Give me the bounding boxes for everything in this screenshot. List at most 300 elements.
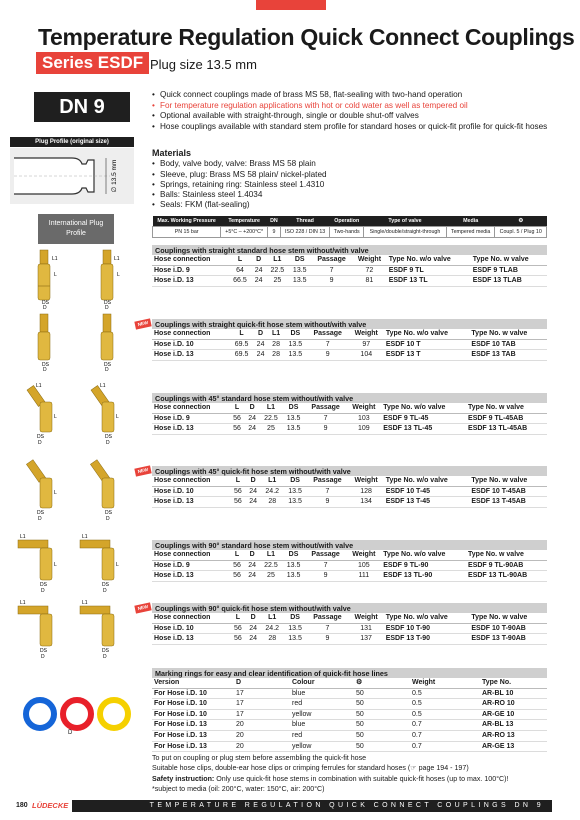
safety-note xyxy=(152,774,552,784)
spec-header: DN xyxy=(268,216,281,227)
cell-weight: 0.7 xyxy=(410,741,480,752)
coupling-45-quickfit-image xyxy=(14,456,134,522)
table-row xyxy=(152,350,547,361)
dim-d: D xyxy=(41,654,45,660)
cell-hose: Hose i.D. 13 xyxy=(152,350,230,361)
plug-profile-label: Plug Profile (original size) xyxy=(10,137,134,147)
cell-version: For Hose i.D. 10 xyxy=(152,709,234,720)
cell-weight: 111 xyxy=(346,571,381,582)
cell-type: AR-BL 13 xyxy=(480,720,547,731)
spec-cell: Two-hands xyxy=(330,227,364,238)
spec-cell: Single/double/straight-through xyxy=(364,227,447,238)
cell-d: 24 xyxy=(246,497,261,508)
cell-ds: 13.5 xyxy=(282,571,305,582)
section-title: Couplings with straight standard hose stem without/with valve xyxy=(152,245,547,255)
col-header: Weight xyxy=(346,403,381,413)
cell-d: 20 xyxy=(234,730,290,741)
intro-item: • Optional available with straight-through, single or double shut-off valves xyxy=(152,111,552,122)
cell-weight: 103 xyxy=(346,413,381,424)
cell-passage: 9 xyxy=(311,276,352,287)
cell-weight: 0.5 xyxy=(410,699,480,710)
col-header: Passage xyxy=(306,613,348,623)
cell-passage: 7 xyxy=(306,486,348,497)
intro-list xyxy=(152,90,552,132)
table-row xyxy=(152,265,547,276)
col-header: DS xyxy=(282,550,305,560)
cell-weight: 97 xyxy=(349,339,384,350)
cell-l: 56 xyxy=(230,497,245,508)
cell-version: For Hose i.D. 13 xyxy=(152,720,234,731)
coupling-straight-quickfit-image xyxy=(14,312,134,372)
col-header: Passage xyxy=(305,403,347,413)
dim-ds: DS xyxy=(37,434,44,440)
cell-version: For Hose i.D. 10 xyxy=(152,699,234,710)
cell-l1: 28 xyxy=(268,350,284,361)
cell-type-wo: ESDF 13 TL xyxy=(387,276,471,287)
cell-colour: blue xyxy=(290,688,354,699)
cell-type-w: ESDF 10 T-45AB xyxy=(469,486,547,497)
dim-l: L xyxy=(54,414,57,420)
col-header: Type No. w valve xyxy=(469,613,547,623)
dim-l: L xyxy=(54,272,57,278)
material-item: • Sleeve, plug: Brass MS 58 plain/ nickel-plated xyxy=(152,170,452,180)
col-header: D xyxy=(234,678,290,688)
col-header: Weight xyxy=(348,613,383,623)
material-item: • Body, valve body, valve: Brass MS 58 plain xyxy=(152,159,452,169)
plug-size-label: Plug size 13.5 mm xyxy=(150,57,257,72)
cell-hose: Hose i.D. 10 xyxy=(152,623,230,634)
col-header: Type No. w valve xyxy=(469,329,547,339)
cell-l1: 28 xyxy=(268,339,284,350)
cell-type-w: ESDF 9 TL-45AB xyxy=(466,413,547,424)
col-header: Type No. w valve xyxy=(466,403,547,413)
page-number: 180 xyxy=(16,802,28,809)
cell-type-w: ESDF 13 TL-90AB xyxy=(466,571,547,582)
intro-item: • Hose couplings available with standard stem profile for standard hoses or quick-fit profile for quick-fit hoses xyxy=(152,122,552,133)
spec-header: Max. Working Pressure xyxy=(153,216,221,227)
safety-label: Safety instruction: xyxy=(152,774,215,783)
cell-l1: 25 xyxy=(266,276,288,287)
dim-l1: L1 xyxy=(20,534,26,540)
cell-ds: 13.5 xyxy=(284,350,307,361)
cell-type-wo: ESDF 9 TL-45 xyxy=(381,413,466,424)
note-line: *subject to media (oil: 200°C, water: 150°C, air: 200°C) xyxy=(152,784,325,793)
cell-type: AR-RO 13 xyxy=(480,730,547,741)
cell-d: 20 xyxy=(234,720,290,731)
cell-ds: 13.5 xyxy=(282,413,305,424)
cell-type-wo: ESDF 13 T xyxy=(384,350,470,361)
cell-weight: 109 xyxy=(346,424,381,435)
product-section xyxy=(152,603,547,645)
cell-hose: Hose i.D. 13 xyxy=(152,276,229,287)
cell-weight: 105 xyxy=(346,560,381,571)
safety-text: Only use quick-fit hose stems in combination with suitable quick-fit hoses (up to max. 100°C)! xyxy=(214,774,509,783)
cell-weight: 0.7 xyxy=(410,720,480,731)
col-header: Type No. w/o valve xyxy=(381,403,466,413)
brand-logo: LÜDECKE xyxy=(32,801,69,810)
spec-cell: 9 xyxy=(268,227,281,238)
cell-hose: Hose i.D. 13 xyxy=(152,497,230,508)
cell-l: 69.5 xyxy=(230,339,253,350)
col-header: Type No. w/o valve xyxy=(384,476,470,486)
cell-pack: 50 xyxy=(354,688,410,699)
spec-header: Type of valve xyxy=(364,216,447,227)
cell-passage: 7 xyxy=(305,560,347,571)
cell-type-wo: ESDF 9 TL xyxy=(387,265,471,276)
material-item: • Balls: Stainless steel 1.4034 xyxy=(152,190,452,200)
col-header: DS xyxy=(284,613,307,623)
col-header: D xyxy=(253,329,268,339)
table-row xyxy=(152,709,547,720)
cell-d: 17 xyxy=(234,688,290,699)
cell-l1: 28 xyxy=(261,634,284,645)
product-section xyxy=(152,245,547,287)
col-header: DS xyxy=(282,403,305,413)
dim-d: D xyxy=(103,654,107,660)
col-header: L xyxy=(229,550,244,560)
table-row xyxy=(152,339,547,350)
cell-passage: 7 xyxy=(305,413,347,424)
cell-pack: 50 xyxy=(354,709,410,720)
cell-l1: 28 xyxy=(261,497,284,508)
col-header: Type No. w/o valve xyxy=(384,613,470,623)
cell-type-w: ESDF 13 T-45AB xyxy=(469,497,547,508)
dim-l1: L1 xyxy=(114,256,120,262)
ring-dimension-label: D xyxy=(68,730,73,736)
packaging-icon: ⚙ xyxy=(354,678,410,688)
dim-d: D xyxy=(106,516,110,522)
cell-l1: 25 xyxy=(260,424,283,435)
cell-passage: 7 xyxy=(307,339,349,350)
cell-ds: 13.5 xyxy=(289,265,311,276)
cell-hose: Hose i.D. 10 xyxy=(152,339,230,350)
dim-ds: DS xyxy=(104,362,111,368)
cell-weight: 104 xyxy=(349,350,384,361)
table-row xyxy=(152,560,547,571)
col-header: Colour xyxy=(290,678,354,688)
col-header: Type No. w valve xyxy=(471,255,547,265)
dim-l: L xyxy=(54,490,57,496)
cell-d: 24 xyxy=(245,571,260,582)
table-row xyxy=(152,497,547,508)
cell-ds: 13.5 xyxy=(289,276,311,287)
col-header: D xyxy=(246,613,261,623)
dim-l: L xyxy=(116,414,119,420)
spec-cell: +5°C – +200°C* xyxy=(221,227,268,238)
cell-type-wo: ESDF 10 T xyxy=(384,339,470,350)
col-header: Weight xyxy=(352,255,387,265)
product-section xyxy=(152,540,547,582)
cell-l: 64 xyxy=(229,265,251,276)
table-row xyxy=(152,688,547,699)
cell-weight: 0.5 xyxy=(410,709,480,720)
table-row xyxy=(152,424,547,435)
col-header: Type No. w/o valve xyxy=(381,550,466,560)
cell-ds: 13.5 xyxy=(282,560,305,571)
cell-weight: 72 xyxy=(352,265,387,276)
col-header: Weight xyxy=(346,550,381,560)
cell-passage: 7 xyxy=(306,623,348,634)
cell-d: 20 xyxy=(234,741,290,752)
section-title: Couplings with 90° quick-fit hose stem without/with valve xyxy=(152,603,547,613)
dim-d: D xyxy=(105,305,109,310)
cell-weight: 137 xyxy=(348,634,383,645)
col-header: Passage xyxy=(311,255,352,265)
cell-type-wo: ESDF 13 T-45 xyxy=(384,497,470,508)
cell-l1: 24.2 xyxy=(261,623,284,634)
materials-block xyxy=(152,148,452,211)
col-header: Passage xyxy=(305,550,347,560)
dim-d: D xyxy=(38,440,42,446)
material-item: • Springs, retaining ring: Stainless steel 1.4310 xyxy=(152,180,452,190)
col-header: L1 xyxy=(260,403,283,413)
dim-ds: DS xyxy=(102,648,109,654)
dim-ds: DS xyxy=(42,362,49,368)
product-section xyxy=(152,319,547,361)
section-title: Couplings with 90° standard hose stem without/with valve xyxy=(152,540,547,550)
cell-colour: red xyxy=(290,730,354,741)
cell-colour: yellow xyxy=(290,741,354,752)
cell-hose: Hose i.D. 9 xyxy=(152,265,229,276)
top-accent-tab xyxy=(256,0,326,10)
col-header: Type No. w valve xyxy=(469,476,547,486)
dim-ds: DS xyxy=(102,582,109,588)
spec-header: Operation xyxy=(330,216,364,227)
table-row xyxy=(152,623,547,634)
cell-weight: 81 xyxy=(352,276,387,287)
dim-l1: L1 xyxy=(100,383,106,389)
dim-ds: DS xyxy=(40,582,47,588)
coupling-45-standard-image xyxy=(14,380,134,446)
cell-type: AR-GE 10 xyxy=(480,709,547,720)
cell-d: 17 xyxy=(234,699,290,710)
cell-l: 56 xyxy=(230,634,245,645)
cell-hose: Hose i.D. 9 xyxy=(152,560,229,571)
cell-l: 66.5 xyxy=(229,276,251,287)
cell-l: 56 xyxy=(230,623,245,634)
cell-d: 24 xyxy=(246,486,261,497)
col-header: Type No. xyxy=(480,678,547,688)
new-badge: NEW xyxy=(134,465,151,476)
col-header: L1 xyxy=(261,476,284,486)
cell-version: For Hose i.D. 13 xyxy=(152,730,234,741)
cell-l: 69.5 xyxy=(230,350,253,361)
cell-l1: 22.5 xyxy=(260,413,283,424)
section-title: Couplings with 45° quick-fit hose stem without/with valve xyxy=(152,466,547,476)
spec-cell: Coupl. 5 / Plug 10 xyxy=(495,227,547,238)
col-header: Weight xyxy=(348,476,383,486)
col-header: Type No. w/o valve xyxy=(387,255,471,265)
cell-hose: Hose i.D. 9 xyxy=(152,413,229,424)
footer-bar: TEMPERATURE REGULATION QUICK CONNECT COUPLINGS DN 9 xyxy=(72,800,552,812)
col-header: L xyxy=(229,403,244,413)
spec-header: Media xyxy=(446,216,495,227)
cell-d: 24 xyxy=(245,424,260,435)
dim-d: D xyxy=(106,440,110,446)
plug-profile-drawing xyxy=(10,148,134,204)
cell-passage: 7 xyxy=(311,265,352,276)
cell-type-wo: ESDF 9 TL-90 xyxy=(381,560,466,571)
cell-d: 24 xyxy=(253,339,268,350)
cell-colour: blue xyxy=(290,720,354,731)
dim-ds: DS xyxy=(104,300,111,306)
spec-cell: PN 15 bar xyxy=(153,227,221,238)
cell-l1: 24.2 xyxy=(261,486,284,497)
col-header: Hose connection xyxy=(152,550,229,560)
cell-passage: 9 xyxy=(306,497,348,508)
cell-l: 56 xyxy=(229,424,244,435)
cell-weight: 128 xyxy=(348,486,383,497)
cell-type-wo: ESDF 13 TL-90 xyxy=(381,571,466,582)
cell-type-w: ESDF 9 TL-90AB xyxy=(466,560,547,571)
cell-type: AR-RO 10 xyxy=(480,699,547,710)
col-header: L1 xyxy=(260,550,283,560)
marking-rings-image xyxy=(22,694,132,734)
col-header: Weight xyxy=(410,678,480,688)
col-header: Passage xyxy=(306,476,348,486)
section-title: Couplings with straight quick-fit hose stem without/with valve xyxy=(152,319,547,329)
cell-ds: 13.5 xyxy=(284,339,307,350)
product-section xyxy=(152,466,547,508)
table-row xyxy=(152,741,547,752)
col-header: Hose connection xyxy=(152,476,230,486)
col-header: D xyxy=(245,403,260,413)
cell-version: For Hose i.D. 10 xyxy=(152,688,234,699)
dim-l1: L1 xyxy=(52,256,58,262)
material-item: • Seals: FKM (flat-sealing) xyxy=(152,200,452,210)
cell-type-w: ESDF 13 T-90AB xyxy=(469,634,547,645)
cell-l: 56 xyxy=(229,413,244,424)
coupling-90-quickfit-image xyxy=(14,598,134,660)
marking-rings-section xyxy=(152,668,547,752)
plug-dimension: ∅ 13.5 mm xyxy=(111,159,118,193)
note-line: To put on coupling or plug stem before assembling the quick-fit hose xyxy=(152,754,367,762)
table-row xyxy=(152,720,547,731)
cell-hose: Hose i.D. 13 xyxy=(152,571,229,582)
international-plug-profile-label: International Plug Profile xyxy=(38,214,114,244)
cell-d: 24 xyxy=(251,265,266,276)
cell-d: 24 xyxy=(251,276,266,287)
spec-header: Temperature xyxy=(221,216,268,227)
cell-ds: 13.5 xyxy=(284,623,307,634)
cell-weight: 0.7 xyxy=(410,730,480,741)
cell-type-w: ESDF 10 T-90AB xyxy=(469,623,547,634)
dim-ds: DS xyxy=(42,300,49,306)
table-row xyxy=(152,413,547,424)
coupling-90-standard-image xyxy=(14,532,134,594)
spec-cell: Tempered media xyxy=(446,227,495,238)
cell-d: 24 xyxy=(246,634,261,645)
dim-l: L xyxy=(54,562,57,568)
col-header: L xyxy=(230,476,245,486)
col-header: L1 xyxy=(266,255,288,265)
cell-type-w: ESDF 10 TAB xyxy=(469,339,547,350)
table-row xyxy=(152,571,547,582)
dim-d: D xyxy=(43,367,47,372)
cell-pack: 50 xyxy=(354,730,410,741)
cell-type-wo: ESDF 13 TL-45 xyxy=(381,424,466,435)
spec-header: Thread xyxy=(280,216,330,227)
cell-type-w: ESDF 13 TL-45AB xyxy=(466,424,547,435)
cell-l: 56 xyxy=(229,571,244,582)
intro-item: • Quick connect couplings made of brass MS 58, flat-sealing with two-hand operation xyxy=(152,90,552,101)
col-header: DS xyxy=(284,329,307,339)
dim-l1: L1 xyxy=(20,600,26,606)
cell-l1: 25 xyxy=(260,571,283,582)
dim-ds: DS xyxy=(40,648,47,654)
dim-d: D xyxy=(43,305,47,310)
cell-d: 17 xyxy=(234,709,290,720)
cell-d: 24 xyxy=(245,413,260,424)
note-line: Suitable hose clips, double-ear hose clips or crimping ferrules for standard hoses (☞ page 194 - 197) xyxy=(152,764,469,773)
dim-l1: L1 xyxy=(82,534,88,540)
dim-ds: DS xyxy=(37,510,44,516)
dim-l: L xyxy=(116,562,119,568)
col-header: D xyxy=(246,476,261,486)
cell-l1: 22.5 xyxy=(266,265,288,276)
cell-colour: yellow xyxy=(290,709,354,720)
cell-ds: 13.5 xyxy=(284,497,307,508)
cell-l: 56 xyxy=(229,560,244,571)
notes-block xyxy=(152,753,552,794)
page-title: Temperature Regulation Quick Connect Couplings xyxy=(38,24,575,50)
col-header: L1 xyxy=(268,329,284,339)
cell-version: For Hose i.D. 13 xyxy=(152,741,234,752)
col-header: D xyxy=(245,550,260,560)
cell-passage: 9 xyxy=(305,424,347,435)
col-header: L xyxy=(229,255,251,265)
cell-l1: 22.5 xyxy=(260,560,283,571)
section-title: Marking rings for easy and clear identification of quick-fit hose lines xyxy=(152,668,547,678)
col-header: DS xyxy=(284,476,307,486)
series-label: Series ESDF xyxy=(36,52,149,74)
dim-d: D xyxy=(38,516,42,522)
cell-passage: 9 xyxy=(307,350,349,361)
col-header: Hose connection xyxy=(152,613,230,623)
cell-d: 24 xyxy=(246,623,261,634)
dim-l: L xyxy=(117,272,120,278)
cell-passage: 9 xyxy=(306,634,348,645)
dim-d: D xyxy=(103,588,107,594)
cell-type-wo: ESDF 10 T-90 xyxy=(384,623,470,634)
cell-pack: 50 xyxy=(354,720,410,731)
cell-type-wo: ESDF 13 T-90 xyxy=(384,634,470,645)
col-header: L xyxy=(230,329,253,339)
table-row xyxy=(152,699,547,710)
dim-l1: L1 xyxy=(82,600,88,606)
cell-ds: 13.5 xyxy=(282,424,305,435)
cell-weight: 0.5 xyxy=(410,688,480,699)
col-header: Type No. w valve xyxy=(466,550,547,560)
cell-weight: 134 xyxy=(348,497,383,508)
dim-l1: L1 xyxy=(36,383,42,389)
cell-l: 56 xyxy=(230,486,245,497)
dim-ds: DS xyxy=(105,434,112,440)
cell-colour: red xyxy=(290,699,354,710)
cell-type-w: ESDF 9 TLAB xyxy=(471,265,547,276)
cell-hose: Hose i.D. 10 xyxy=(152,486,230,497)
spec-cell: ISO 228 / DIN 13 xyxy=(280,227,330,238)
new-badge: NEW xyxy=(134,318,151,329)
intro-item-highlight: • For temperature regulation applications with hot or cold water as well as tempered oil xyxy=(152,101,552,112)
cell-d: 24 xyxy=(253,350,268,361)
cell-type: AR-BL 10 xyxy=(480,688,547,699)
cell-type-w: ESDF 13 TLAB xyxy=(471,276,547,287)
table-row xyxy=(152,634,547,645)
table-row xyxy=(152,486,547,497)
col-header: Hose connection xyxy=(152,255,229,265)
cell-passage: 9 xyxy=(305,571,347,582)
